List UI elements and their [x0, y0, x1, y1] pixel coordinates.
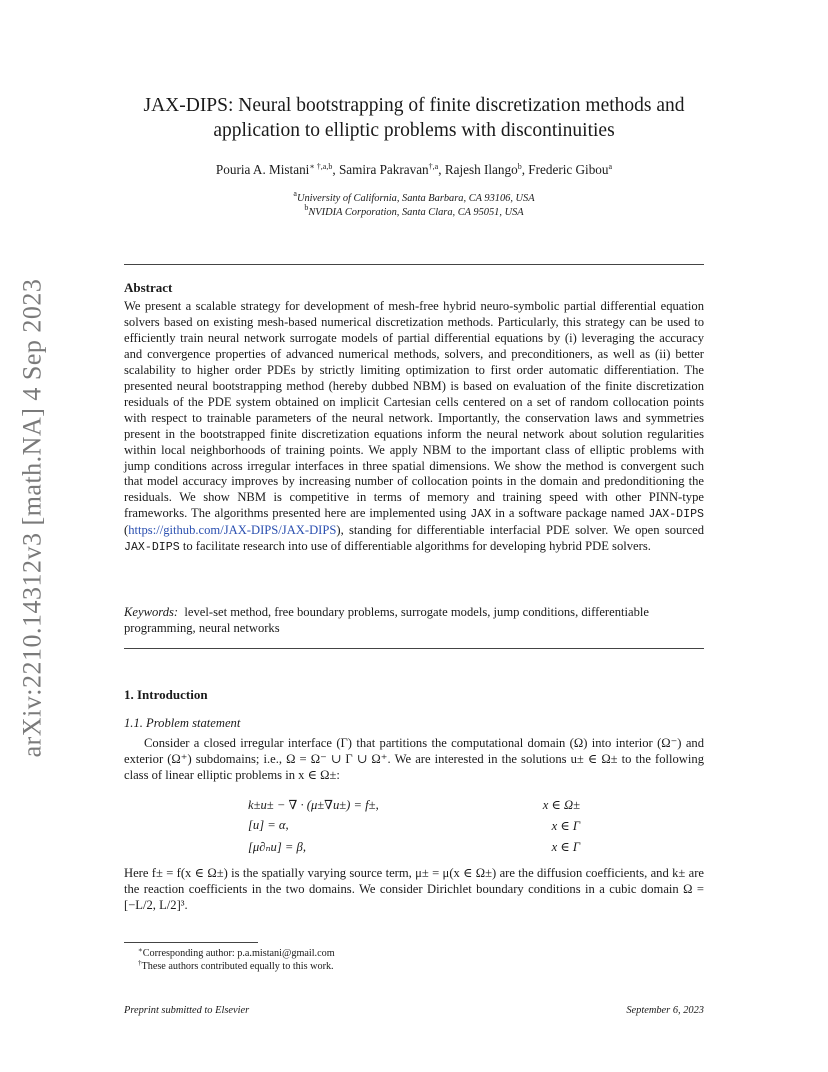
author-name: Rajesh Ilango — [444, 162, 518, 177]
footnote-text: Corresponding author: p.a.mistani@gmail.com — [142, 948, 335, 959]
footnote-text: These authors contributed equally to this work. — [141, 961, 334, 972]
keywords-text: level-set method, free boundary problems, surrogate models, jump conditions, differentiable programming, neural networks — [124, 605, 649, 635]
equation-domain: x ∈ Γ — [551, 819, 580, 833]
arxiv-identifier-text: arXiv:2210.14312v3 [math.NA] 4 Sep 2023 — [17, 278, 46, 758]
footnote-rule — [124, 942, 258, 943]
arxiv-identifier-stamp — [10, 273, 54, 763]
affiliation-text: NVIDIA Corporation, Santa Clara, CA 95051, USA — [308, 206, 524, 218]
affiliation-text: University of California, Santa Barbara, CA 93106, USA — [296, 193, 535, 204]
affiliation-line — [124, 202, 704, 220]
affiliations — [124, 189, 704, 219]
keywords-label: Keywords: — [124, 605, 179, 619]
footnote-mark: † — [138, 959, 142, 967]
abstract-text: ), standing for differentiable interfacial PDE solver. We open sourced — [336, 523, 704, 538]
abstract-body — [124, 299, 704, 556]
code-package-name: JAX-DIPS — [648, 508, 704, 522]
author-name: Frederic Gibou — [528, 162, 609, 177]
affiliation-mark: b — [304, 202, 309, 212]
abstract-text: We present a scalable strategy for development of mesh-free hybrid neuro-symbolic partial differential equation solvers based on existing mesh-based numerical discretization methods. Particularly, this strategy can be used to efficiently train neural network surrogate models of partial differential equations by (i) leveraging the accuracy and convergence properties of advanced numerical methods, solvers, and preconditioners, as well as (ii) better scalability to higher order PDEs by strictly limiting optimization to first order automatic differentiation. The presented neural bootstrapping method (hereby dubbed NBM) is based on evaluation of the finite discretization residuals of the PDE system obtained on implicit Cartesian cells centered on a set of random collocation points with respect to trainable parameters of the neural network. Importantly, the conservation laws and symmetries present in the bootstrapped finite discretization equations inform the neural network about solution regularities within local neighborhoods of training points. We apply NBM to the important class of elliptic problems with jump conditions across irregular interfaces in three spatial dimensions. We show the method is convergent such that model accuracy improves by increasing number of collocation points in the domain and predonditioning the residuals. We show NBM is competitive in terms of memory and training speed with other PINN-type frameworks. The algorithms presented here are implemented using — [124, 299, 704, 521]
after-equation-paragraph: Here f± = f(x ∈ Ω±) is the spatially varying source term, μ± = μ(x ∈ Ω±) are the diffusion coefficients, and k± are the reaction coefficients in the two domains. We consider Dirichlet boundary conditions in a cubic domain Ω = [−L/2, L/2]³. — [124, 866, 704, 912]
title-line-1: JAX-DIPS: Neural bootstrapping of finite discretization methods and — [143, 95, 685, 116]
code-jax: JAX — [470, 508, 492, 522]
author-marks: ∗ †,a,b — [309, 162, 333, 171]
code-package-name: JAX-DIPS — [124, 541, 180, 555]
intro-paragraph: Consider a closed irregular interface (Γ) that partitions the computational domain (Ω) into interior (Ω⁻) and exterior (Ω⁺) subdomains; i.e., Ω = Ω⁻ ∪ Γ ∪ Ω⁺. We are interested in the solutions u± ∈ Ω± to the following class of linear elliptic problems in x ∈ Ω±: — [124, 736, 704, 782]
abstract-text: to facilitate research into use of differentiable algorithms for developing hybrid PDE solvers. — [179, 539, 651, 554]
abstract-top-rule — [124, 264, 704, 265]
footnote — [138, 961, 334, 972]
abstract-text: ( — [124, 523, 129, 538]
footnote — [138, 948, 335, 959]
affiliation-line — [124, 189, 704, 206]
abstract-heading: Abstract — [124, 280, 173, 295]
author-name: Samira Pakravan — [338, 162, 429, 177]
section-heading: 1. Introduction — [124, 687, 208, 702]
affiliation-mark: a — [293, 189, 297, 198]
author-name: Pouria A. Mistani — [215, 162, 310, 177]
footnote-mark: ∗ — [138, 946, 143, 954]
equation-domain: x ∈ Γ — [551, 840, 580, 854]
equation-lhs: [u] = α, — [248, 818, 289, 832]
footer-left: Preprint submitted to Elsevier — [124, 1005, 250, 1016]
title-line-2: application to elliptic problems with discontinuities — [213, 120, 615, 141]
equation-lhs: [μ∂ₙu] = β, — [248, 840, 306, 854]
author-list: Pouria A. Mistani$^{∗ \dagger,a,b}$, Samira Pakravan$^{\dagger,a}$, Rajesh Ilango$^b$, Frederic Gibou$^a$ — [215, 162, 613, 177]
abstract-bottom-rule — [124, 648, 704, 649]
keywords — [124, 604, 704, 636]
equation-lhs: k±u± − ∇ · (μ±∇u±) = f±, — [248, 798, 379, 812]
paper-title — [124, 93, 704, 143]
author-marks: a — [608, 162, 613, 171]
author-marks: †,a — [428, 162, 439, 171]
subsection-heading: 1.1. Problem statement — [124, 716, 241, 730]
github-link[interactable]: https://github.com/JAX-DIPS/JAX-DIPS — [128, 523, 337, 538]
equation-domain: x ∈ Ω± — [542, 798, 580, 812]
author-marks: b — [517, 162, 522, 171]
abstract-text: in a software package named — [491, 506, 649, 521]
page-footer — [124, 1005, 704, 1016]
footer-date: September 6, 2023 — [626, 1005, 704, 1016]
